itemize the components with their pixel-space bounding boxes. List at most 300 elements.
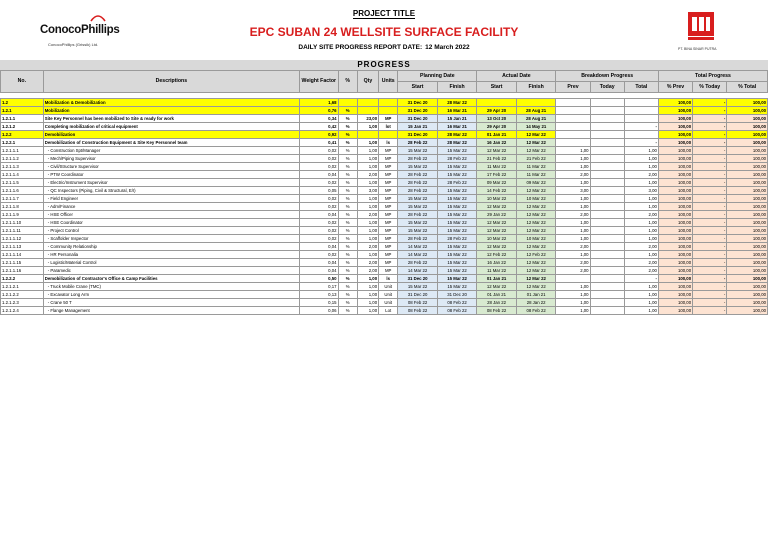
row-pct: % [338, 275, 357, 283]
row-actual-start: 12 Mar 22 [477, 219, 517, 227]
row-pct-today: - [693, 307, 727, 315]
table-row [1, 299, 768, 307]
table-row [1, 171, 768, 179]
row-weight: 0,02 [300, 227, 338, 235]
report-header [0, 0, 768, 64]
row-actual-start: 11 Mar 22 [477, 267, 517, 275]
row-pct-today: - [693, 187, 727, 195]
row-units: MP [379, 115, 398, 123]
row-prev: 1,00 [556, 227, 590, 235]
row-pct-today: - [693, 195, 727, 203]
row-units: MP [379, 163, 398, 171]
row-no: 1.2.1.1.12 [1, 235, 44, 243]
row-actual-start: 28 Jan 22 [477, 299, 517, 307]
row-actual-start: 16 Jan 22 [477, 259, 517, 267]
row-actual-finish: 12 Mar 22 [516, 187, 556, 195]
logo-left-subtext: ConocoPhillips (Grissik) Ltd. [48, 42, 99, 47]
row-pct: % [338, 283, 357, 291]
row-prev: 2,00 [556, 259, 590, 267]
row-no: 1.2.1.1.5 [1, 179, 44, 187]
row-prev: 2,00 [556, 267, 590, 275]
row-pct-today: - [693, 147, 727, 155]
row-no: 1.2.1.2 [1, 123, 44, 131]
row-units: ls [379, 275, 398, 283]
row-plan-start: 31 Dec 20 [398, 99, 438, 107]
progress-table [0, 70, 768, 315]
row-prev [556, 123, 590, 131]
row-qty [357, 107, 378, 115]
col-plan-start: Start [398, 82, 438, 93]
row-qty: 1,00 [357, 179, 378, 187]
row-description: - Logistic/Material Control [43, 259, 299, 267]
row-no: 1.2.1.2.1 [1, 283, 44, 291]
row-pct-prev: 100,00 [658, 267, 692, 275]
row-pct-prev: 100,00 [658, 299, 692, 307]
table-row [1, 195, 768, 203]
row-units: Lot [379, 307, 398, 315]
row-pct-prev: 100,00 [658, 115, 692, 123]
table-row [1, 307, 768, 315]
row-description: Demobilization of Construction Equipment & Site Key Personnel team [43, 139, 299, 147]
row-pct-today: - [693, 219, 727, 227]
row-weight: 0,06 [300, 307, 338, 315]
table-row [1, 267, 768, 275]
table-row [1, 139, 768, 147]
row-pct: % [338, 251, 357, 259]
row-plan-finish: 16 Mar 21 [437, 123, 477, 131]
row-today [590, 259, 624, 267]
col-pct: % [338, 71, 357, 93]
row-plan-finish: 28 Mar 22 [437, 131, 477, 139]
row-qty: 2,00 [357, 211, 378, 219]
row-plan-finish: 15 Mar 22 [437, 227, 477, 235]
row-actual-start: 08 Feb 22 [477, 307, 517, 315]
row-pct-today: - [693, 155, 727, 163]
row-pct-total: 100,00 [727, 259, 768, 267]
row-actual-finish: 12 Mar 22 [516, 275, 556, 283]
row-plan-start: 31 Dec 20 [398, 291, 438, 299]
row-no: 1.2.1.1.11 [1, 227, 44, 235]
row-pct-today: - [693, 259, 727, 267]
row-pct-total: 100,00 [727, 227, 768, 235]
row-actual-finish: 28 Aug 21 [516, 115, 556, 123]
row-pct-prev: 100,00 [658, 275, 692, 283]
row-prev: 1,00 [556, 155, 590, 163]
row-units: MP [379, 259, 398, 267]
row-prev: 2,00 [556, 243, 590, 251]
table-row [1, 251, 768, 259]
row-no: 1.2.1.2.2 [1, 291, 44, 299]
row-pct-total: 100,00 [727, 131, 768, 139]
row-qty: 1,00 [357, 195, 378, 203]
row-plan-start: 28 Feb 22 [398, 171, 438, 179]
col-qty: Qty [357, 71, 378, 93]
row-units: MP [379, 187, 398, 195]
row-weight: 0,02 [300, 219, 338, 227]
row-pct-total: 100,00 [727, 243, 768, 251]
row-pct: % [338, 179, 357, 187]
row-no: 1.2 [1, 99, 44, 107]
row-actual-finish: 12 Mar 22 [516, 243, 556, 251]
row-qty: 1,00 [357, 147, 378, 155]
row-prev: 2,00 [556, 171, 590, 179]
row-plan-start: 15 Mar 22 [398, 163, 438, 171]
table-row [1, 275, 768, 283]
row-plan-start: 31 Dec 20 [398, 275, 438, 283]
table-row [1, 99, 768, 107]
row-plan-start: 28 Feb 22 [398, 139, 438, 147]
row-breakdown-total: 1,00 [624, 227, 658, 235]
row-pct-prev: 100,00 [658, 147, 692, 155]
row-prev: 3,00 [556, 187, 590, 195]
row-description: - Civil/Structure Supervisor [43, 163, 299, 171]
row-breakdown-total: 1,00 [624, 219, 658, 227]
row-plan-start: 28 Feb 22 [398, 155, 438, 163]
row-pct: % [338, 163, 357, 171]
row-plan-finish: 15 Mar 22 [437, 203, 477, 211]
row-pct-prev: 100,00 [658, 283, 692, 291]
row-breakdown-total [624, 115, 658, 123]
row-pct: % [338, 219, 357, 227]
row-actual-start: 01 Jan 21 [477, 131, 517, 139]
row-prev: 1,00 [556, 283, 590, 291]
col-no: No. [1, 71, 44, 93]
row-qty: 3,00 [357, 187, 378, 195]
row-plan-start: 08 Feb 22 [398, 307, 438, 315]
row-plan-finish: 15 Mar 22 [437, 171, 477, 179]
row-plan-finish: 28 Mar 22 [437, 139, 477, 147]
row-plan-finish: 15 Mar 22 [437, 147, 477, 155]
row-pct-today: - [693, 99, 727, 107]
col-planning: Planning Date [398, 71, 477, 82]
row-units: MP [379, 179, 398, 187]
row-qty: 2,00 [357, 243, 378, 251]
logo-left-text: ConocoPhillips [40, 24, 120, 36]
row-actual-start: 11 Mar 22 [477, 163, 517, 171]
row-description: - Flange Management [43, 307, 299, 315]
row-qty: 23,00 [357, 115, 378, 123]
row-description: - QC Inspectors (Piping, Civil & Structural, E/I) [43, 187, 299, 195]
row-units [379, 131, 398, 139]
row-pct-today: - [693, 283, 727, 291]
row-no: 1.2.1.1.4 [1, 171, 44, 179]
row-pct-today: - [693, 235, 727, 243]
row-actual-finish [516, 99, 556, 107]
row-prev: 1,00 [556, 235, 590, 243]
row-actual-start: 10 Mar 22 [477, 235, 517, 243]
row-no: 1.2.1.1.3 [1, 163, 44, 171]
row-pct: % [338, 187, 357, 195]
row-today [590, 211, 624, 219]
row-units: Unit [379, 283, 398, 291]
row-description: - Mech/Piping Supervisor [43, 155, 299, 163]
row-description: Demobilization [43, 131, 299, 139]
row-prev: 1,00 [556, 163, 590, 171]
row-today [590, 107, 624, 115]
row-actual-start: 01 Jan 21 [477, 275, 517, 283]
row-description: Mobilization [43, 107, 299, 115]
row-qty: 1,00 [357, 123, 378, 131]
row-breakdown-total: - [624, 275, 658, 283]
row-today [590, 307, 624, 315]
row-pct-total: 100,00 [727, 99, 768, 107]
row-plan-start: 28 Feb 22 [398, 259, 438, 267]
row-pct [338, 99, 357, 107]
row-plan-finish: 15 Mar 22 [437, 219, 477, 227]
row-no: 1.2.2.1 [1, 139, 44, 147]
row-units: MP [379, 227, 398, 235]
row-pct-total: 100,00 [727, 251, 768, 259]
row-today [590, 227, 624, 235]
row-breakdown-total: 2,00 [624, 243, 658, 251]
row-pct-total: 100,00 [727, 235, 768, 243]
row-breakdown-total: 1,00 [624, 283, 658, 291]
col-actual-finish: Finish [516, 82, 556, 93]
row-weight: 0,02 [300, 195, 338, 203]
row-actual-start: 09 Mar 22 [477, 179, 517, 187]
table-row [1, 107, 768, 115]
row-no: 1.2.1.2.4 [1, 307, 44, 315]
row-actual-start: 12 Feb 22 [477, 251, 517, 259]
table-row [1, 219, 768, 227]
row-weight: 0,02 [300, 179, 338, 187]
row-pct-prev: 100,00 [658, 123, 692, 131]
row-actual-finish: 10 Mar 22 [516, 235, 556, 243]
row-actual-start: 14 Feb 22 [477, 187, 517, 195]
row-breakdown-total [624, 131, 658, 139]
row-plan-finish: 15 Jan 21 [437, 115, 477, 123]
row-actual-start: 29 Jan 22 [477, 211, 517, 219]
row-breakdown-total: 2,00 [624, 211, 658, 219]
row-today [590, 275, 624, 283]
bsp-logo [678, 12, 728, 52]
row-units: MP [379, 171, 398, 179]
row-plan-start: 08 Feb 22 [398, 299, 438, 307]
row-pct-today: - [693, 115, 727, 123]
row-weight: 0,42 [300, 123, 338, 131]
row-pct-prev: 100,00 [658, 203, 692, 211]
row-plan-finish: 31 Dec 20 [437, 291, 477, 299]
table-row [1, 123, 768, 131]
row-pct-prev: 100,00 [658, 251, 692, 259]
row-actual-finish: 28 Jan 22 [516, 299, 556, 307]
row-pct: % [338, 235, 357, 243]
row-description: - Crane 50 T [43, 299, 299, 307]
row-qty: 1,00 [357, 275, 378, 283]
row-description: - HSE Officer [43, 211, 299, 219]
row-qty: 1,00 [357, 291, 378, 299]
row-pct-total: 100,00 [727, 299, 768, 307]
row-actual-start: 29 Apr 20 [477, 107, 517, 115]
row-pct-prev: 100,00 [658, 227, 692, 235]
col-actual-start: Start [477, 82, 517, 93]
row-actual-finish: 09 Mar 22 [516, 179, 556, 187]
row-units [379, 107, 398, 115]
row-pct-prev: 100,00 [658, 187, 692, 195]
row-pct: % [338, 259, 357, 267]
row-plan-start: 28 Feb 22 [398, 211, 438, 219]
logo-right-subtext: PT. BINA SINAR PUTRA [678, 47, 717, 51]
row-pct: % [338, 243, 357, 251]
row-plan-start: 28 Feb 22 [398, 179, 438, 187]
row-actual-start: 16 Jan 22 [477, 139, 517, 147]
row-weight: 0,13 [300, 291, 338, 299]
row-actual-start: 12 Mar 22 [477, 243, 517, 251]
table-row [1, 283, 768, 291]
row-breakdown-total: 1,00 [624, 235, 658, 243]
col-units: Units [379, 71, 398, 93]
row-pct-total: 100,00 [727, 187, 768, 195]
row-actual-finish: 14 May 21 [516, 123, 556, 131]
row-plan-finish: 28 Feb 22 [437, 155, 477, 163]
row-pct: % [338, 227, 357, 235]
row-actual-finish: 12 Mar 22 [516, 131, 556, 139]
row-prev: 1,00 [556, 179, 590, 187]
row-weight: 0,02 [300, 155, 338, 163]
row-no: 1.2.1.1.9 [1, 211, 44, 219]
row-breakdown-total: 1,00 [624, 203, 658, 211]
row-actual-finish: 10 Mar 22 [516, 195, 556, 203]
row-actual-start: 12 Mar 22 [477, 283, 517, 291]
row-today [590, 155, 624, 163]
row-pct-today: - [693, 179, 727, 187]
row-plan-finish: 28 Feb 22 [437, 179, 477, 187]
row-breakdown-total: 1,00 [624, 195, 658, 203]
row-description: - Truck Mobile Crane (TMC) [43, 283, 299, 291]
row-today [590, 131, 624, 139]
row-pct-prev: 100,00 [658, 131, 692, 139]
row-pct-today: - [693, 267, 727, 275]
row-actual-finish: 12 Mar 22 [516, 211, 556, 219]
row-pct-today: - [693, 243, 727, 251]
row-weight: 0,50 [300, 275, 338, 283]
table-row [1, 259, 768, 267]
row-weight: 0,04 [300, 243, 338, 251]
row-qty: 1,00 [357, 219, 378, 227]
row-pct-today: - [693, 211, 727, 219]
col-pct-prev: % Prev [658, 82, 692, 93]
row-prev [556, 107, 590, 115]
row-description: Completing mobilization of critical equipment [43, 123, 299, 131]
row-today [590, 147, 624, 155]
row-units [379, 99, 398, 107]
row-prev [556, 99, 590, 107]
row-weight: 0,02 [300, 235, 338, 243]
row-no: 1.2.2 [1, 131, 44, 139]
row-actual-finish: 08 Feb 22 [516, 307, 556, 315]
row-qty [357, 99, 378, 107]
row-weight: 0,92 [300, 131, 338, 139]
row-prev: 1,00 [556, 203, 590, 211]
row-plan-finish: 08 Feb 22 [437, 299, 477, 307]
row-description: - HR Personalia [43, 251, 299, 259]
col-today: Today [590, 82, 624, 93]
row-pct: % [338, 147, 357, 155]
row-qty [357, 131, 378, 139]
row-qty: 2,00 [357, 259, 378, 267]
row-breakdown-total: 1,00 [624, 251, 658, 259]
row-plan-start: 14 Mar 22 [398, 251, 438, 259]
row-weight: 0,17 [300, 283, 338, 291]
row-pct-today: - [693, 123, 727, 131]
row-breakdown-total: 1,00 [624, 155, 658, 163]
row-no: 1.2.1.2.3 [1, 299, 44, 307]
row-pct: % [338, 123, 357, 131]
row-pct: % [338, 131, 357, 139]
row-prev [556, 139, 590, 147]
facility-title: EPC SUBAN 24 WELLSITE SURFACE FACILITY [249, 25, 519, 39]
row-weight: 0,15 [300, 299, 338, 307]
row-plan-start: 15 Mar 22 [398, 227, 438, 235]
row-plan-finish: 15 Mar 22 [437, 163, 477, 171]
row-units: MP [379, 243, 398, 251]
row-qty: 2,00 [357, 267, 378, 275]
row-prev [556, 275, 590, 283]
row-weight: 0,02 [300, 251, 338, 259]
table-row [1, 179, 768, 187]
row-qty: 1,00 [357, 307, 378, 315]
progress-table-body [1, 99, 768, 315]
row-prev: 2,00 [556, 211, 590, 219]
row-pct-prev: 100,00 [658, 291, 692, 299]
row-plan-start: 15 Mar 22 [398, 147, 438, 155]
row-description: Mobilization & Demobilization [43, 99, 299, 107]
row-plan-start: 31 Dec 20 [398, 131, 438, 139]
table-row [1, 211, 768, 219]
row-plan-start: 15 Mar 22 [398, 219, 438, 227]
row-plan-finish: 28 Mar 22 [437, 99, 477, 107]
row-pct-total: 100,00 [727, 211, 768, 219]
row-qty: 1,00 [357, 227, 378, 235]
row-actual-start: 01 Jan 21 [477, 291, 517, 299]
row-today [590, 299, 624, 307]
row-plan-finish: 15 Mar 22 [437, 251, 477, 259]
row-today [590, 235, 624, 243]
row-actual-start: 12 Mar 22 [477, 227, 517, 235]
row-today [590, 123, 624, 131]
row-no: 1.2.1.1.16 [1, 267, 44, 275]
row-today [590, 115, 624, 123]
row-weight: 0,05 [300, 187, 338, 195]
row-breakdown-total: 2,00 [624, 171, 658, 179]
row-units: MP [379, 155, 398, 163]
row-prev [556, 115, 590, 123]
row-description: - Community Relationship [43, 243, 299, 251]
row-actual-start: 12 Mar 22 [477, 203, 517, 211]
table-row [1, 235, 768, 243]
row-pct-total: 100,00 [727, 275, 768, 283]
row-weight: 0,04 [300, 259, 338, 267]
row-description: - Excavator Long Arm [43, 291, 299, 299]
row-no: 1.2.1.1.10 [1, 219, 44, 227]
col-total: Total Progress [658, 71, 767, 82]
row-weight: 0,02 [300, 203, 338, 211]
row-breakdown-total: - [624, 139, 658, 147]
row-breakdown-total [624, 107, 658, 115]
row-units: MP [379, 219, 398, 227]
row-plan-finish: 15 Mar 22 [437, 259, 477, 267]
table-row [1, 155, 768, 163]
row-actual-finish: 12 Mar 22 [516, 259, 556, 267]
row-actual-finish: 12 Mar 22 [516, 203, 556, 211]
row-pct-total: 100,00 [727, 155, 768, 163]
project-title: PROJECT TITLE [352, 9, 416, 18]
row-prev: 1,00 [556, 251, 590, 259]
row-today [590, 267, 624, 275]
row-plan-start: 14 Mar 22 [398, 243, 438, 251]
row-pct-today: - [693, 299, 727, 307]
row-units: MP [379, 267, 398, 275]
